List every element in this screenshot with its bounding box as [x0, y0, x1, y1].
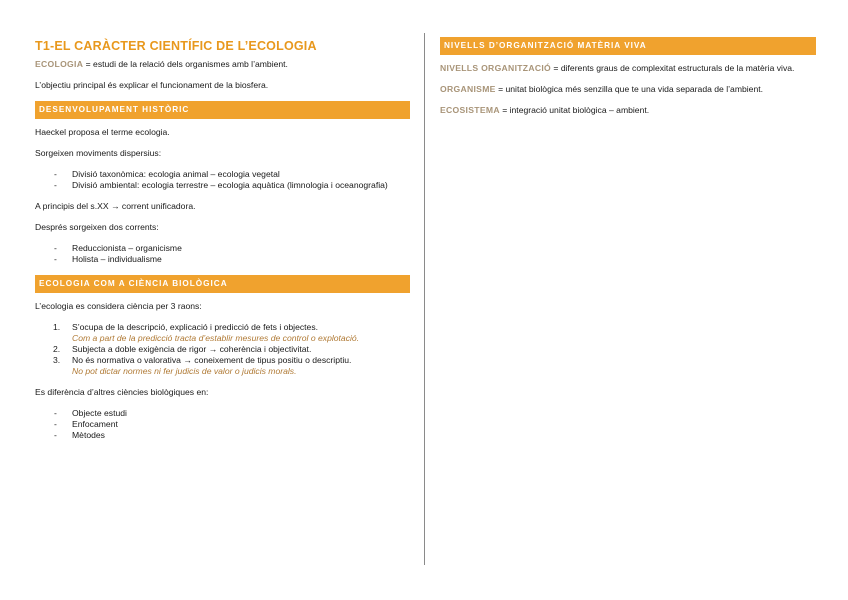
list-item — [35, 355, 410, 377]
raons-list — [35, 322, 410, 377]
item-number: 3. — [53, 355, 61, 365]
list-item: - Divisió ambiental: ecologia terrestre – ecologia aquàtica (limnologia i oceanografia) — [35, 180, 410, 191]
organisme-definition — [440, 84, 816, 95]
list-item: - Reduccionista – organicisme — [35, 243, 410, 254]
item-number: 2. — [53, 344, 61, 354]
item-note: No pot dictar normes ni fer judicis de valor o judicis morals. — [72, 366, 297, 376]
raons-text: L’ecologia es considera ciència per 3 raons: — [35, 301, 202, 311]
item-text: S’ocupa de la descripció, explicació i predicció de fets i objectes. — [72, 322, 319, 332]
moviments-text: Sorgeixen moviments dispersius: — [35, 148, 162, 158]
column-divider — [424, 33, 425, 565]
list-item: - Enfocament — [35, 419, 410, 430]
list-item: - Divisió taxonòmica: ecologia animal – ecologia vegetal — [35, 169, 410, 180]
section-header-desenvolupament: DESENVOLUPAMENT HISTÒRIC — [35, 101, 410, 119]
ecosistema-definition — [440, 105, 816, 116]
list-item: - Holista – individualisme — [35, 254, 410, 265]
diferencia-text: Es diferència d’altres ciències biològiques en: — [35, 387, 209, 397]
list-item: - Objecte estudi — [35, 408, 410, 419]
nivells-text: = diferents graus de complexitat estructurals de la matèria viva. — [551, 63, 795, 73]
objectiu-text: L’objectiu principal és explicar el funcionament de la biosfera. — [35, 80, 269, 90]
item-number: 1. — [53, 322, 61, 332]
page-title: T1-EL CARÀCTER CIENTÍFIC DE L’ECOLOGIA — [35, 39, 317, 53]
corrents-text: Després sorgeixen dos corrents: — [35, 222, 159, 232]
nivells-definition — [440, 63, 816, 74]
left-column — [35, 36, 410, 451]
item-text: Subjecta a doble exigència de rigor → coherència i objectivitat. — [72, 344, 312, 354]
list-item — [35, 344, 410, 355]
ecologia-text: = estudi de la relació dels organismes amb l’ambient. — [83, 59, 288, 69]
ecologia-definition — [35, 59, 410, 70]
right-column — [440, 37, 816, 126]
list-item: - Mètodes — [35, 430, 410, 441]
organisme-term: ORGANISME — [440, 84, 496, 94]
haeckel-text: Haeckel proposa el terme ecologia. — [35, 127, 170, 137]
diferencies-list — [35, 408, 410, 441]
ecologia-term: ECOLOGIA — [35, 59, 84, 69]
item-note: Com a part de la predicció tracta d’establir mesures de control o explotació. — [72, 333, 360, 343]
organisme-text: = unitat biològica més senzilla que te una vida separada de l’ambient. — [495, 84, 763, 94]
section-header-ecologia-ciencia: ECOLOGIA COM A CIÈNCIA BIOLÒGICA — [35, 275, 410, 293]
list-item — [35, 322, 410, 344]
ecosistema-term: ECOSISTEMA — [440, 105, 500, 115]
item-text: No és normativa o valorativa → coneixement de tipus positiu o descriptiu. — [72, 355, 352, 365]
nivells-term: NIVELLS ORGANITZACIÓ — [440, 63, 552, 73]
ecosistema-text: = integració unitat biològica – ambient. — [499, 105, 650, 115]
divisions-list — [35, 169, 410, 191]
section-header-nivells: NIVELLS D’ORGANITZACIÓ MATÈRIA VIVA — [440, 37, 816, 55]
corrents-list — [35, 243, 410, 265]
principis-text: A principis del s.XX → corrent unificadora. — [35, 201, 196, 211]
